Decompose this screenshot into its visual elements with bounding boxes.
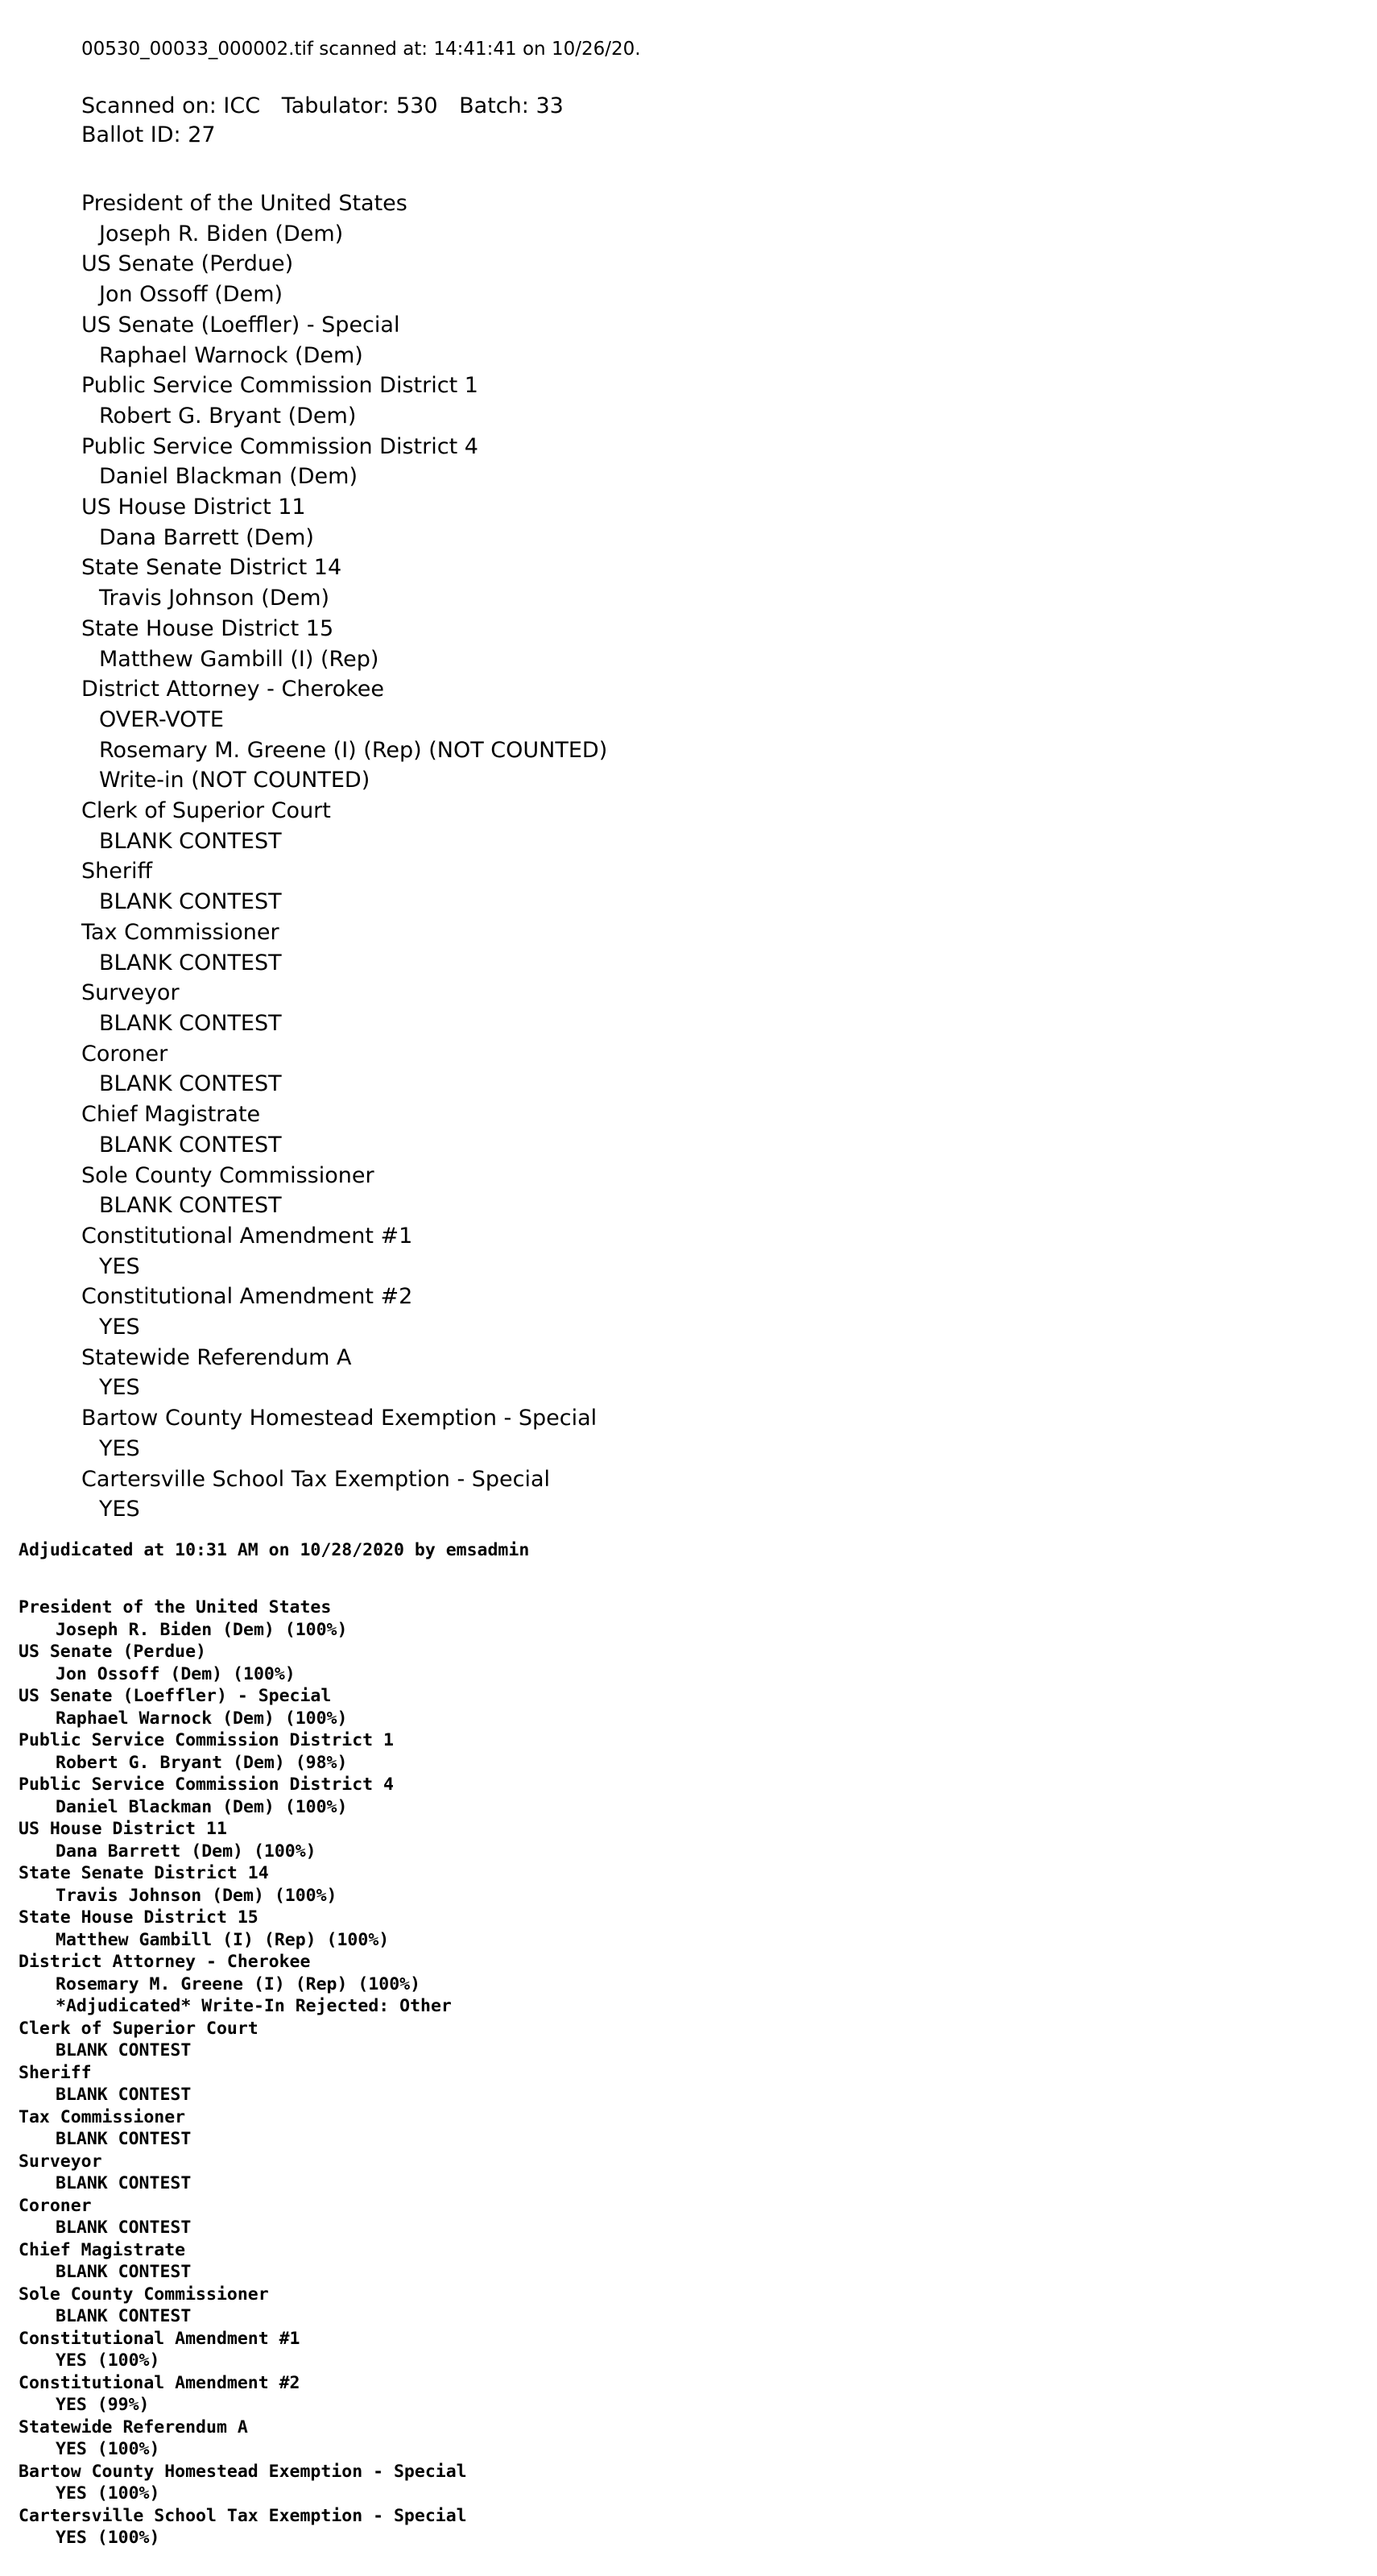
adjudication-contest-title: Public Service Commission District 4 (19, 1775, 394, 1795)
batch-label: Batch: (459, 93, 529, 118)
adjudication-contest-title: State House District 15 (19, 1907, 258, 1928)
scanned-on-label: Scanned on: (81, 93, 217, 118)
scan-contest-title: Sole County Commissioner (81, 1162, 374, 1188)
adjudication-contest-title: Chief Magistrate (19, 2239, 186, 2260)
scan-metadata (81, 92, 641, 150)
scan-contest-choice: YES (99, 1253, 140, 1279)
ballot-id-value: 27 (188, 122, 216, 147)
scan-contest-choice: Daniel Blackman (Dem) (99, 464, 358, 490)
scan-contest-title: Tax Commissioner (81, 919, 279, 945)
scan-contest-choice: Travis Johnson (Dem) (99, 586, 330, 611)
scan-contest-title: President of the United States (81, 191, 407, 216)
scan-contest-choice: BLANK CONTEST (99, 828, 282, 854)
adjudication-contest-choice: Travis Johnson (Dem) (100%) (56, 1885, 337, 1906)
scan-contest-choice: YES (99, 1435, 140, 1461)
adjudication-contest-title: Statewide Referendum A (19, 2417, 248, 2437)
adjudication-contest-title: State Senate District 14 (19, 1863, 269, 1883)
scan-contest-title: Clerk of Superior Court (81, 798, 331, 824)
tabulator-label: Tabulator: (281, 93, 390, 118)
adjudication-contest-title: President of the United States (19, 1597, 332, 1617)
adjudication-record (19, 1539, 529, 2549)
adjudication-contest-choice: YES (99%) (56, 2395, 150, 2415)
scan-record (81, 37, 641, 1525)
scan-contest-choice: BLANK CONTEST (99, 889, 282, 915)
scan-contest-choice: OVER-VOTE (99, 706, 224, 732)
adjudication-contest-choice: YES (100%) (56, 2483, 160, 2504)
adjudication-contest-choice: Jon Ossoff (Dem) (100%) (56, 1663, 296, 1684)
scan-contest-title: Public Service Commission District 4 (81, 433, 478, 459)
adjudication-contest-choice: BLANK CONTEST (56, 2262, 192, 2282)
scan-contest-choice: Robert G. Bryant (Dem) (99, 403, 357, 429)
adjudication-contest-list (19, 1597, 529, 2549)
adjudication-contest-choice: BLANK CONTEST (56, 2040, 192, 2060)
adjudication-contest-title: US House District 11 (19, 1819, 227, 1839)
scan-contest-title: Coroner (81, 1041, 168, 1066)
adjudication-contest-choice: Dana Barrett (Dem) (100%) (56, 1841, 316, 1862)
adjudication-contest-title: Public Service Commission District 1 (19, 1730, 394, 1750)
scan-contest-title: Bartow County Homestead Exemption - Special (81, 1406, 598, 1431)
adjudication-contest-choice: Robert G. Bryant (Dem) (98%) (56, 1752, 348, 1773)
tabulator-value: 530 (395, 93, 438, 118)
adjudication-contest-title: Clerk of Superior Court (19, 2018, 258, 2039)
scan-contest-title: Constitutional Amendment #1 (81, 1223, 413, 1249)
ballot-id-row (81, 121, 641, 150)
adjudication-contest-choice: Daniel Blackman (Dem) (100%) (56, 1796, 348, 1817)
scan-contest-choice: YES (99, 1497, 140, 1522)
adjudication-contest-title: Surveyor (19, 2151, 102, 2172)
scan-contest-title: Sheriff (81, 859, 153, 884)
scan-file-line: 00530_00033_000002.tif scanned at: 14:41:41 on 10/26/20. (81, 39, 641, 60)
scan-contest-choice: Joseph R. Biden (Dem) (99, 221, 344, 246)
scan-contest-title: US House District 11 (81, 495, 306, 520)
adjudication-contest-choice: *Adjudicated* Write-In Rejected: Other (56, 1996, 452, 2016)
adjudication-contest-title: Sole County Commissioner (19, 2284, 269, 2305)
adjudication-contest-title: Coroner (19, 2195, 92, 2216)
adjudication-contest-choice: BLANK CONTEST (56, 2173, 192, 2193)
adjudication-contest-choice: YES (100%) (56, 2350, 160, 2371)
ballot-id-label: Ballot ID: (81, 122, 181, 147)
scan-contest-title: Statewide Referendum A (81, 1344, 352, 1370)
scan-contest-title: Surveyor (81, 980, 180, 1006)
scan-contest-title: State House District 15 (81, 615, 334, 641)
adjudication-contest-choice: BLANK CONTEST (56, 2218, 192, 2238)
adjudication-contest-title: Cartersville School Tax Exemption - Special (19, 2505, 467, 2526)
scan-contest-choice: Rosemary M. Greene (I) (Rep) (NOT COUNTED) (99, 737, 608, 763)
adjudication-contest-choice: Matthew Gambill (I) (Rep) (100%) (56, 1929, 390, 1950)
scan-contest-choice: Jon Ossoff (Dem) (99, 282, 283, 308)
scan-contest-title: Cartersville School Tax Exemption - Special (81, 1466, 551, 1492)
scan-contest-choice: BLANK CONTEST (99, 950, 282, 975)
scan-contest-choice: Write-in (NOT COUNTED) (99, 768, 370, 793)
adjudication-contest-choice: Rosemary M. Greene (I) (Rep) (100%) (56, 1973, 421, 1994)
adjudication-contest-choice: Joseph R. Biden (Dem) (100%) (56, 1619, 348, 1640)
scan-contest-choice: BLANK CONTEST (99, 1193, 282, 1219)
scan-contest-title: Chief Magistrate (81, 1102, 261, 1128)
adjudication-contest-title: District Attorney - Cherokee (19, 1952, 311, 1972)
scan-contest-choice: Matthew Gambill (I) (Rep) (99, 646, 379, 672)
scan-contest-choice: YES (99, 1315, 140, 1340)
scan-contest-title: Constitutional Amendment #2 (81, 1284, 413, 1310)
scan-contest-title: District Attorney - Cherokee (81, 677, 384, 702)
adjudication-contest-title: Constitutional Amendment #2 (19, 2372, 300, 2393)
scan-meta-row (81, 92, 641, 121)
adjudication-contest-choice: YES (100%) (56, 2528, 160, 2548)
scan-contest-title: Public Service Commission District 1 (81, 373, 478, 399)
adjudication-contest-title: Sheriff (19, 2062, 92, 2083)
adjudication-contest-choice: BLANK CONTEST (56, 2129, 192, 2149)
scan-contest-title: US Senate (Loeffler) - Special (81, 312, 400, 338)
scan-contest-title: State Senate District 14 (81, 555, 342, 581)
adjudication-contest-title: Bartow County Homestead Exemption - Special (19, 2461, 467, 2482)
adjudication-contest-title: Tax Commissioner (19, 2106, 186, 2127)
adjudication-contest-choice: Raphael Warnock (Dem) (100%) (56, 1708, 348, 1729)
adjudication-contest-title: Constitutional Amendment #1 (19, 2328, 300, 2349)
adjudication-contest-title: US Senate (Perdue) (19, 1642, 206, 1662)
adjudication-contest-title: US Senate (Loeffler) - Special (19, 1686, 332, 1706)
scan-contest-choice: BLANK CONTEST (99, 1071, 282, 1097)
scan-contest-choice: BLANK CONTEST (99, 1132, 282, 1158)
scan-contest-title: US Senate (Perdue) (81, 251, 294, 277)
adjudication-header: Adjudicated at 10:31 AM on 10/28/2020 by emsadmin (19, 1540, 530, 1560)
batch-value: 33 (536, 93, 564, 118)
adjudication-contest-choice: BLANK CONTEST (56, 2085, 192, 2105)
scan-contest-choice: BLANK CONTEST (99, 1010, 282, 1036)
scan-contest-choice: Raphael Warnock (Dem) (99, 342, 363, 368)
scan-contest-choice: YES (99, 1375, 140, 1401)
scanned-on-value: ICC (223, 93, 261, 118)
adjudication-contest-choice: YES (100%) (56, 2439, 160, 2459)
scan-contest-list (81, 188, 641, 1525)
adjudication-contest-choice: BLANK CONTEST (56, 2306, 192, 2326)
scan-contest-choice: Dana Barrett (Dem) (99, 524, 314, 550)
